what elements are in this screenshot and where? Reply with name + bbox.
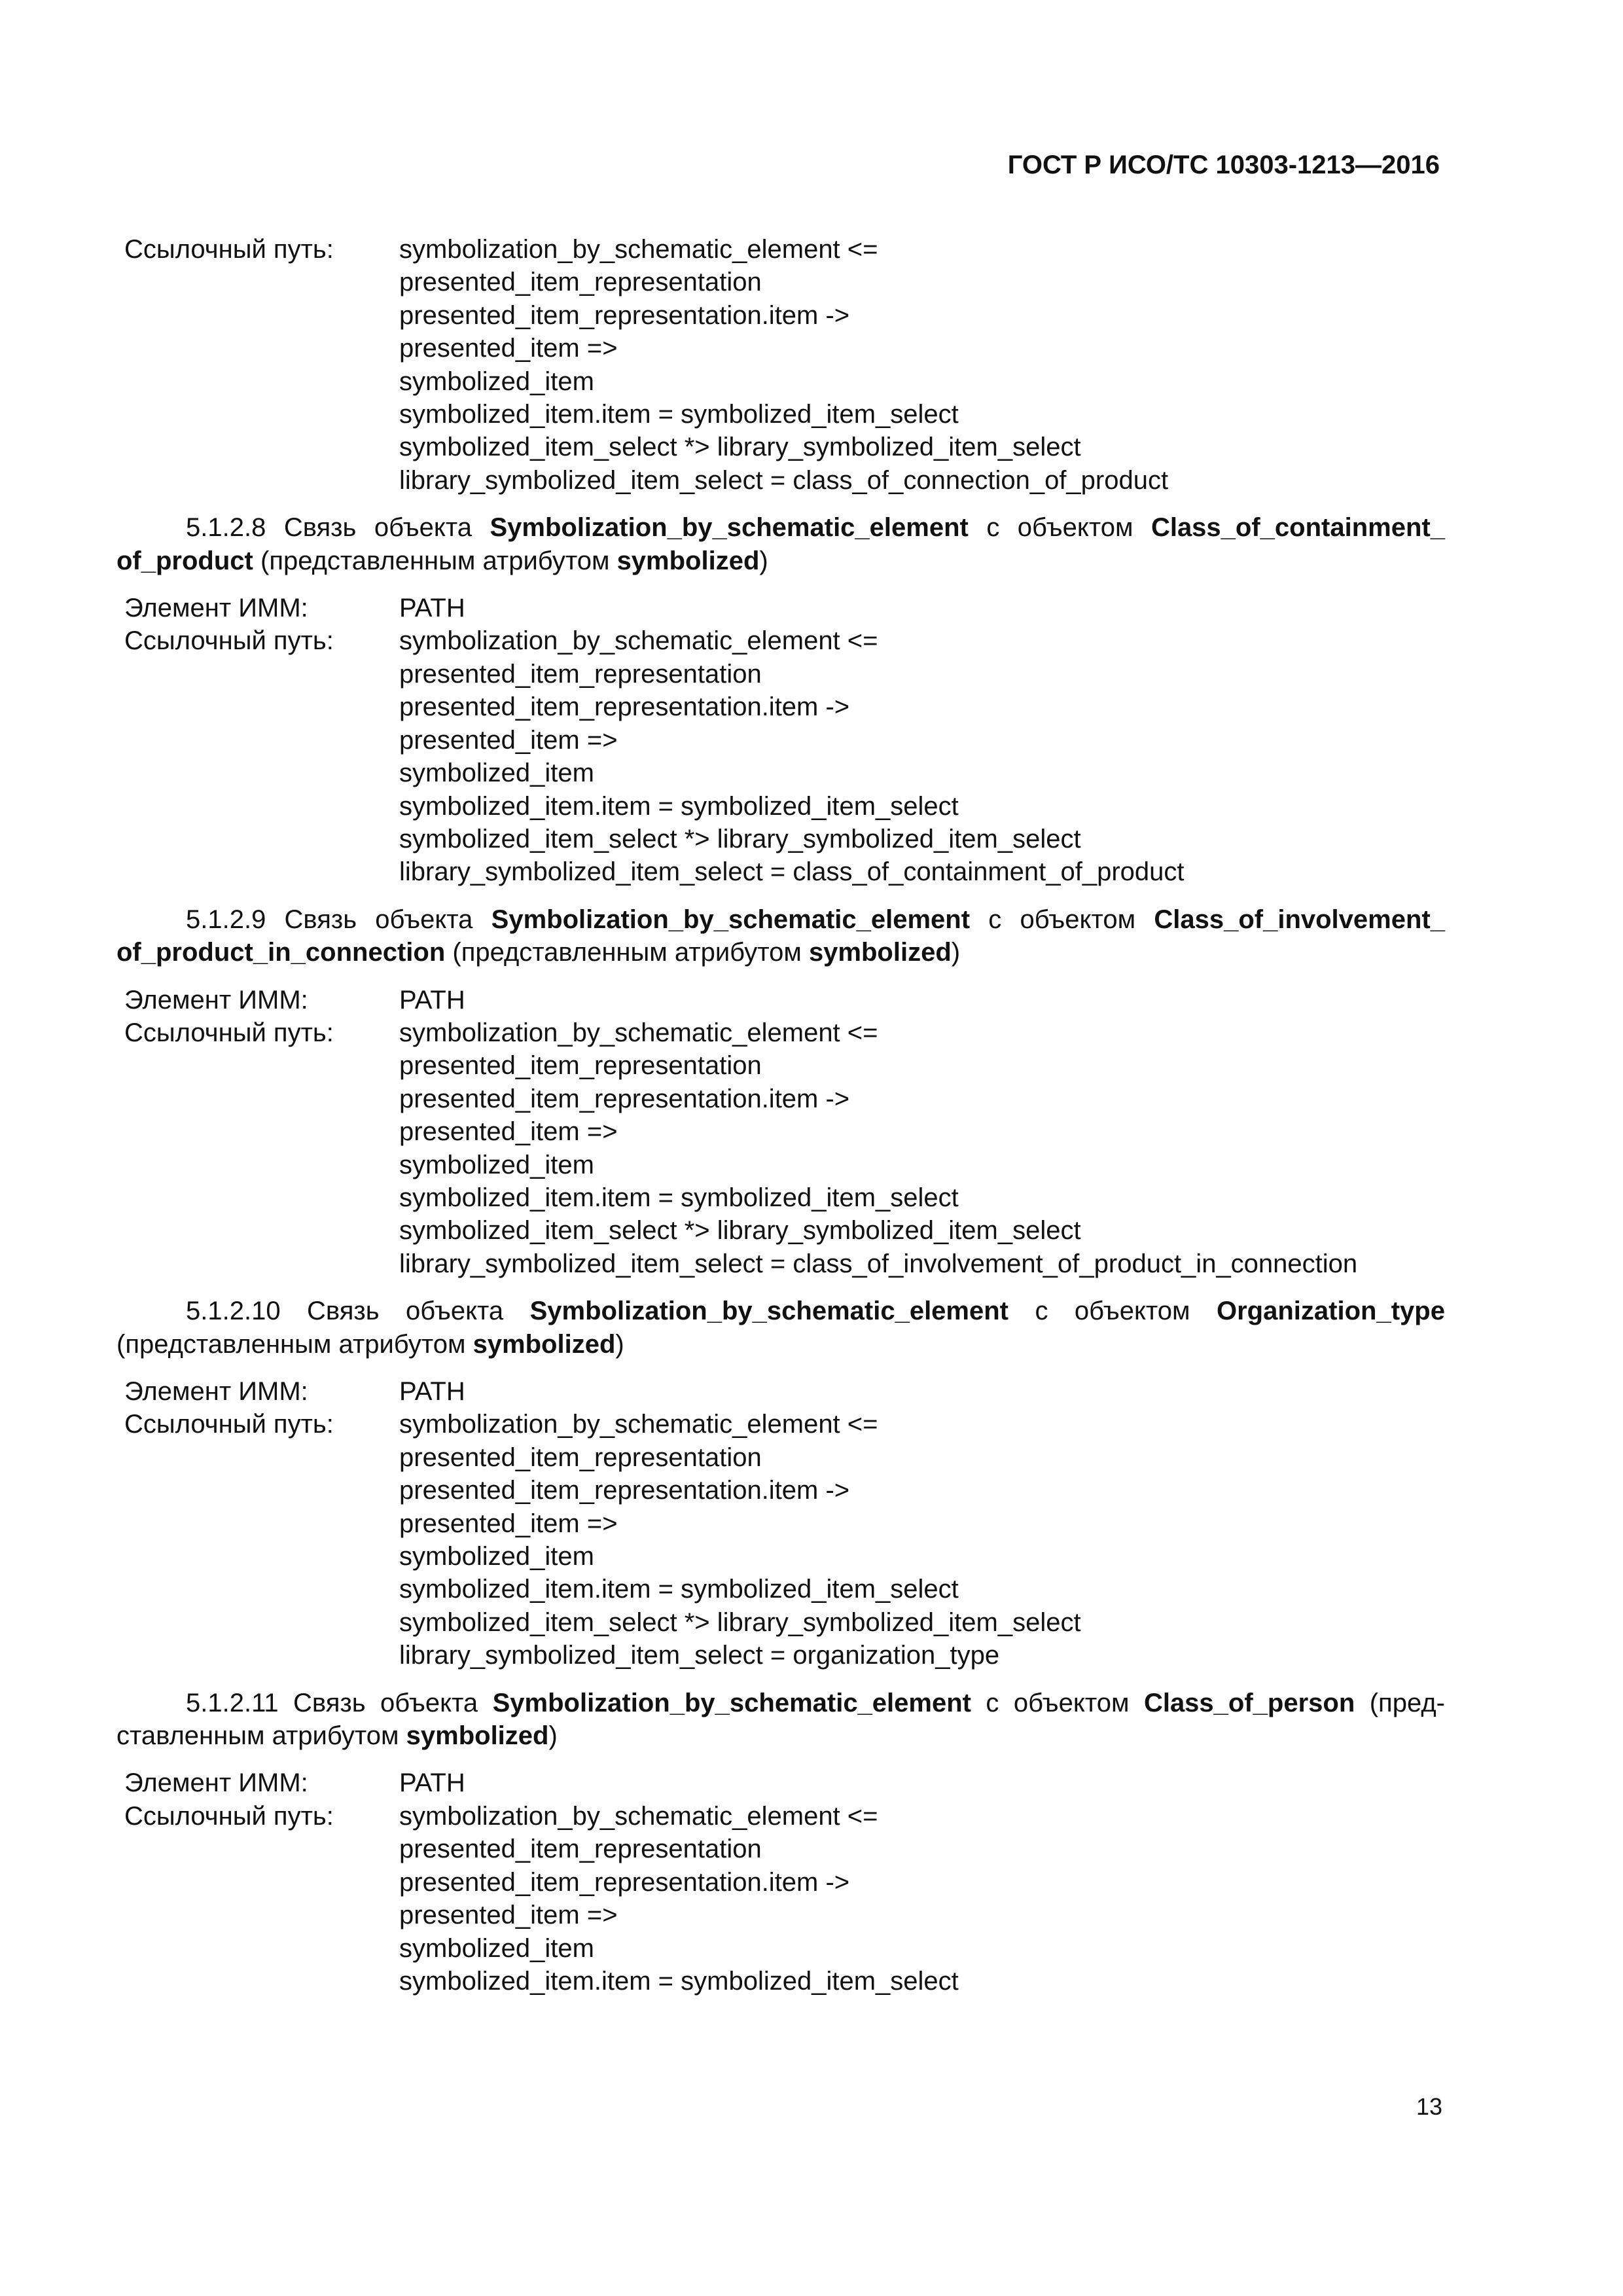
reference-path-lines [399,1016,1445,1280]
target-entity-name: Class_of_involvement_ of_product_in_connection [116,905,1445,967]
element-value: PATH [399,985,465,1014]
path-line: symbolized_item.item = symbolized_item_select [399,791,959,821]
path-line: presented_item_representation.item -> [399,300,850,330]
page-number: 13 [1416,2093,1442,2120]
reference-path-row [116,233,1445,497]
heading-text: ) [615,1329,624,1359]
heading-text: ) [759,546,768,575]
element-value: PATH [399,1377,465,1406]
entity-name: Symbolization_by_schematic_element [529,1297,1008,1326]
element-value: PATH [399,594,465,623]
heading-text: Связь объекта [307,1297,504,1326]
heading-text: (пред-ставленным атрибутом [116,1688,1445,1751]
section-heading [116,1295,1445,1361]
path-line: symbolization_by_schematic_element <= [399,1801,878,1831]
heading-text: с объектом [1035,1297,1190,1326]
path-line: presented_item_representation [399,1051,762,1081]
element-label: Элемент ИММ: [124,594,308,623]
path-line: library_symbolized_item_select = class_of_involvement_of_product_in_connection [399,1249,1358,1278]
section-number: 5.1.2.10 [186,1297,281,1326]
path-line: symbolized_item_select *> library_symbolized_item_select [399,824,1081,853]
path-line: symbolized_item [399,1542,594,1571]
heading-text: с объектом [986,513,1133,543]
heading-text: Связь объекта [283,513,472,543]
path-line: library_symbolized_item_select = class_of_containment_of_product [399,857,1185,887]
path-line: presented_item_representation.item -> [399,692,850,722]
attribute-name: symbolized [406,1721,549,1751]
reference-path-label: Ссылочный путь: [124,1410,334,1439]
element-row [116,1767,1445,1799]
entity-name: Symbolization_by_schematic_element [492,1688,971,1717]
entity-name: Symbolization_by_schematic_element [490,513,969,543]
path-line: symbolized_item.item = symbolized_item_select [399,400,959,429]
path-line: symbolized_item.item = symbolized_item_select [399,1183,959,1212]
page-content [116,233,1445,2012]
path-line: symbolization_by_schematic_element <= [399,235,878,264]
mapping-block [116,592,1445,889]
attribute-name: symbolized [616,546,760,575]
section-heading [116,1687,1445,1753]
heading-text: (представленным атрибутом [260,546,610,575]
section-number: 5.1.2.11 [186,1688,279,1717]
path-line: presented_item_representation [399,1835,762,1864]
path-line: symbolized_item.item = symbolized_item_select [399,1575,959,1604]
element-label: Элемент ИММ: [124,1377,308,1406]
path-line: library_symbolized_item_select = class_of_connection_of_product [399,465,1169,495]
path-line: presented_item_representation [399,268,762,297]
mapping-block [116,1767,1445,1998]
path-line: presented_item => [399,1901,618,1930]
section-heading [116,511,1445,577]
path-line: presented_item => [399,334,618,363]
heading-text: с объектом [988,905,1136,934]
section-number: 5.1.2.9 [186,905,266,934]
reference-path-lines [399,624,1445,888]
element-row [116,984,1445,1016]
path-line: symbolization_by_schematic_element <= [399,1410,878,1439]
reference-path-lines [399,1408,1445,1672]
reference-path-label: Ссылочный путь: [124,626,334,656]
path-line: symbolized_item [399,367,594,396]
reference-path-row [116,1016,1445,1280]
reference-path-lines [399,233,1445,497]
path-line: symbolized_item.item = symbolized_item_select [399,1966,959,1996]
path-line: presented_item_representation [399,1443,762,1472]
path-line: presented_item_representation.item -> [399,1084,850,1113]
path-line: presented_item => [399,725,618,755]
heading-text: Связь объекта [284,905,473,934]
path-line: symbolized_item [399,1933,594,1963]
path-line: library_symbolized_item_select = organization_type [399,1641,1000,1670]
path-line: presented_item_representation [399,659,762,689]
section-number: 5.1.2.8 [186,513,266,543]
reference-path-row [116,624,1445,888]
reference-path-label: Ссылочный путь: [124,1801,334,1831]
section-heading [116,903,1445,969]
attribute-name: symbolized [473,1329,616,1359]
path-line: presented_item_representation.item -> [399,1867,850,1897]
element-row [116,592,1445,624]
heading-text: ) [548,1721,558,1751]
path-line: symbolization_by_schematic_element <= [399,626,878,656]
standard-designation: ГОСТ Р ИСО/ТС 10303-1213—2016 [1007,151,1440,179]
attribute-name: symbolized [808,938,952,967]
entity-name: Symbolization_by_schematic_element [491,905,971,934]
reference-path-row [116,1408,1445,1672]
path-line: symbolized_item_select *> library_symbolized_item_select [399,433,1081,462]
heading-text: (представленным атрибутом [116,1329,466,1359]
target-entity-name: Organization_type [1217,1297,1445,1326]
path-line: symbolized_item [399,1150,594,1179]
element-value: PATH [399,1768,465,1798]
element-label: Элемент ИММ: [124,985,308,1014]
reference-path-row [116,1800,1445,1998]
path-line: presented_item => [399,1509,618,1538]
heading-text: с объектом [986,1688,1130,1717]
target-entity-name: Class_of_person [1143,1688,1355,1717]
path-line: symbolized_item [399,759,594,788]
element-row [116,1375,1445,1408]
reference-path-label: Ссылочный путь: [124,235,334,264]
element-label: Элемент ИММ: [124,1768,308,1798]
mapping-block [116,984,1445,1281]
reference-path-label: Ссылочный путь: [124,1018,334,1047]
path-line: symbolization_by_schematic_element <= [399,1018,878,1047]
heading-text: Связь объекта [293,1688,478,1717]
mapping-block [116,1375,1445,1672]
target-entity-name: Class_of_containment_ of_product [116,513,1445,575]
heading-text: (представленным атрибутом [452,938,802,967]
path-line: presented_item_representation.item -> [399,1476,850,1505]
path-line: presented_item => [399,1117,618,1147]
path-line: symbolized_item_select *> library_symbolized_item_select [399,1216,1081,1246]
heading-text: ) [951,938,961,967]
reference-path-lines [399,1800,1445,1998]
path-line: symbolized_item_select *> library_symbolized_item_select [399,1607,1081,1637]
